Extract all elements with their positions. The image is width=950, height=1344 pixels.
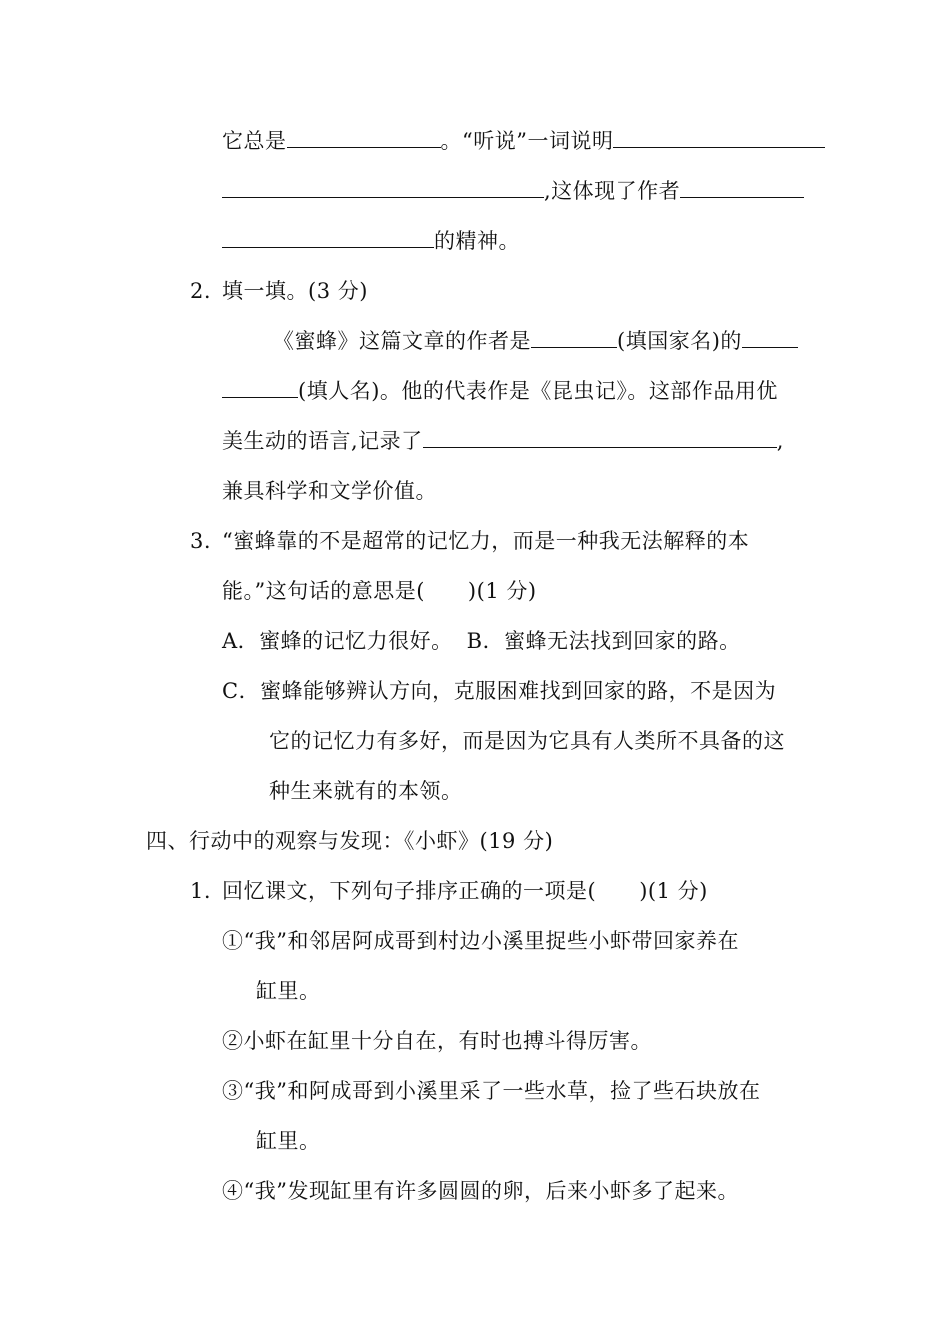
question-number: 1. <box>190 879 212 903</box>
text-segment: 《蜜蜂》这篇文章的作者是 <box>273 329 531 353</box>
question-3-line-1 <box>190 527 749 555</box>
blank-field[interactable] <box>287 127 441 148</box>
blank-field[interactable] <box>613 127 825 148</box>
question-number: 2. <box>190 279 212 303</box>
sentence-4: ④“我”发现缸里有许多圆圆的卵，后来小虾多了起来。 <box>222 1179 739 1203</box>
blank-country[interactable] <box>531 327 617 348</box>
blank-record[interactable] <box>423 427 777 448</box>
option-b[interactable]: B．蜜蜂无法找到回家的路。 <box>466 629 741 653</box>
answer-line-3 <box>222 227 520 255</box>
option-a[interactable]: A．蜜蜂的记忆力很好。 <box>222 629 453 653</box>
sentence-3-line-1: ③“我”和阿成哥到小溪里采了一些水草，捡了些石块放在 <box>222 1079 761 1103</box>
text-segment: 的精神。 <box>434 229 520 253</box>
blank-field[interactable] <box>222 177 544 198</box>
blank-field[interactable] <box>680 177 804 198</box>
text-segment: (填国家名)的 <box>617 329 742 353</box>
text-segment: 它总是 <box>222 129 287 153</box>
blank-name-part-1[interactable] <box>742 327 798 348</box>
text-segment: 美生动的语言,记录了 <box>222 429 423 453</box>
question-2-title <box>190 277 368 305</box>
question-2-line-1 <box>273 327 798 355</box>
section-4-question-1 <box>190 877 708 905</box>
question-2-line-2 <box>222 377 778 405</box>
answer-line-1 <box>222 127 825 155</box>
sentence-2: ②小虾在缸里十分自在，有时也搏斗得厉害。 <box>222 1029 652 1053</box>
question-2-line-3 <box>222 427 784 455</box>
option-c-line-3: 种生来就有的本领。 <box>269 779 463 803</box>
blank-field[interactable] <box>222 227 434 248</box>
text-segment: , <box>776 429 784 453</box>
text-segment: 。“听说”一词说明 <box>440 129 614 153</box>
question-3-line-2: 能。”这句话的意思是( )(1 分) <box>222 579 537 603</box>
question-title: 填一填。(3 分) <box>222 279 368 303</box>
sentence-3-line-2: 缸里。 <box>256 1129 321 1153</box>
answer-line-2 <box>222 177 804 205</box>
option-c-line-2: 它的记忆力有多好，而是因为它具有人类所不具备的这 <box>269 729 785 753</box>
question-2-line-4: 兼具科学和文学价值。 <box>222 479 437 503</box>
question-text: “蜜蜂靠的不是超常的记忆力，而是一种我无法解释的本 <box>222 529 750 553</box>
question-text: 回忆课文，下列句子排序正确的一项是( )(1 分) <box>222 879 708 903</box>
sentence-1-line-2: 缸里。 <box>256 979 321 1003</box>
text-segment: ,这体现了作者 <box>544 179 681 203</box>
question-number: 3. <box>190 529 212 553</box>
sentence-1-line-1: ①“我”和邻居阿成哥到村边小溪里捉些小虾带回家养在 <box>222 929 739 953</box>
section-4-heading: 四、行动中的观察与发现：《小虾》(19 分) <box>146 829 554 853</box>
option-c-line-1[interactable]: C．蜜蜂能够辨认方向，克服困难找到回家的路，不是因为 <box>222 679 777 703</box>
blank-name-part-2[interactable] <box>222 377 298 398</box>
text-segment: (填人名)。他的代表作是《昆虫记》。这部作品用优 <box>298 379 778 403</box>
question-3-options-ab <box>222 627 741 655</box>
